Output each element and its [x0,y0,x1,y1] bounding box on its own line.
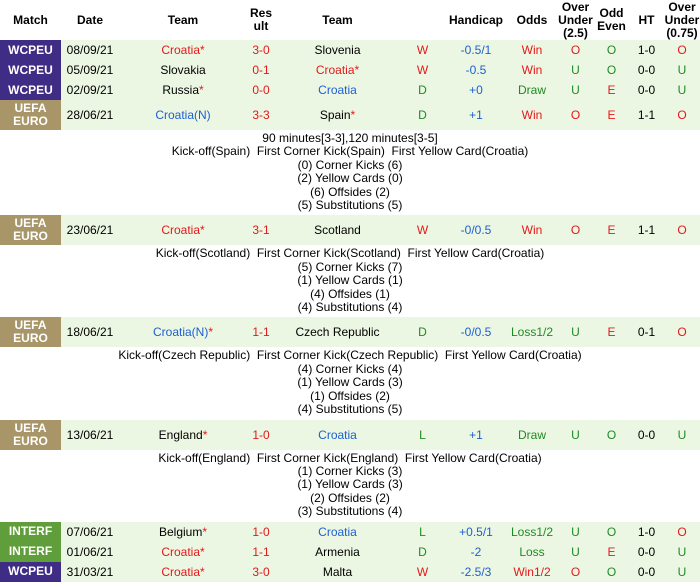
table-row [0,60,700,80]
ht-score: 1-1 [629,215,664,245]
detail-line: (4) Substitutions (4) [297,300,403,315]
over-under-2-value: U [664,420,700,450]
away-team-name[interactable]: Spain [319,108,351,122]
league-badge[interactable]: UEFA EURO [0,317,61,347]
home-team[interactable] [119,215,247,245]
detail-line: Kick-off(England) First Corner Kick(England) First Yellow Card(Croatia) [158,450,542,465]
table-row [0,40,700,60]
match-detail [0,450,700,522]
table-row [0,317,700,347]
home-star-icon: * [200,544,205,559]
table-row [0,100,700,130]
header-result: Result [247,0,275,40]
win-loss: W [400,562,445,582]
home-team-name[interactable]: Croatia(N) [155,108,211,122]
home-team-name[interactable]: Croatia [161,43,200,57]
odds-result: Draw [507,420,557,450]
match-result[interactable]: 1-1 [247,317,275,347]
detail-line: (4) Corner Kicks (4) [297,361,403,376]
match-date: 18/06/21 [61,317,119,347]
home-team[interactable] [119,522,247,542]
over-under-value: U [557,80,594,100]
detail-line: (4) Substitutions (5) [297,402,403,417]
handicap-value: -0/0.5 [445,317,507,347]
table-row [0,562,700,582]
home-star-icon: * [208,325,213,340]
league-badge[interactable]: UEFA EURO [0,100,61,130]
match-result[interactable]: 1-0 [247,420,275,450]
odd-even-value: O [594,40,629,60]
header-date: Date [61,0,119,40]
home-team[interactable] [119,80,247,100]
odds-result: Loss1/2 [507,317,557,347]
header-odds: Odds [507,0,557,40]
odds-result: Draw [507,80,557,100]
detail-line: (4) Offsides (1) [310,286,390,301]
league-badge[interactable]: WCPEU [0,80,61,100]
home-team-name[interactable]: Slovakia [160,63,206,77]
table-row [0,522,700,542]
league-badge[interactable]: WCPEU [0,562,61,582]
match-result[interactable]: 3-1 [247,215,275,245]
table-body [0,40,700,582]
match-date: 28/06/21 [61,100,119,130]
home-team[interactable] [119,100,247,130]
home-team-name[interactable]: Croatia(N) [152,325,209,340]
detail-line: (6) Offsides (2) [310,184,390,199]
home-team[interactable] [119,317,247,347]
win-loss: W [400,40,445,60]
match-detail-row [0,130,700,215]
detail-line: (1) Offsides (2) [310,388,390,403]
away-team[interactable] [275,562,400,582]
away-team-name[interactable]: Croatia [318,83,357,97]
handicap-value: +1 [445,420,507,450]
over-under-value: O [557,215,594,245]
away-team[interactable] [275,40,400,60]
over-under-2-value: U [664,60,700,80]
home-star-icon: * [199,83,204,97]
over-under-2-value: O [664,522,700,542]
away-team[interactable] [275,215,400,245]
odd-even-value: E [594,542,629,562]
ht-score: 0-1 [629,317,664,347]
league-badge[interactable]: WCPEU [0,60,61,80]
ht-score: 1-0 [629,40,664,60]
detail-line: Kick-off(Spain) First Corner Kick(Spain) First Yellow Card(Croatia) [171,144,529,159]
home-star-icon: * [202,427,208,442]
win-loss: W [400,60,445,80]
match-result[interactable]: 3-0 [247,40,275,60]
over-under-2-value: U [664,80,700,100]
odds-result: Win [507,100,557,130]
header-odd-even: Odd Even [594,0,629,40]
header-handicap: Handicap [445,0,507,40]
over-under-value: O [557,562,594,582]
over-under-value: U [557,522,594,542]
match-result[interactable]: 0-0 [247,80,275,100]
away-team-name[interactable]: Scotland [314,223,361,238]
handicap-value: +0 [445,80,507,100]
table-row [0,542,700,562]
detail-line: (0) Corner Kicks (6) [297,157,403,172]
win-loss: D [400,542,445,562]
match-result[interactable]: 0-1 [247,60,275,80]
league-badge[interactable]: UEFA EURO [0,420,61,450]
away-star-icon: * [354,63,360,77]
win-loss: D [400,317,445,347]
over-under-value: O [557,40,594,60]
away-team-name[interactable]: Croatia [318,524,357,539]
ht-score: 0-0 [629,80,664,100]
match-detail [0,245,700,317]
odd-even-value: O [594,420,629,450]
odd-even-value: O [594,522,629,542]
match-date: 02/09/21 [61,80,119,100]
header-ht: HT [629,0,664,40]
ht-score: 0-0 [629,420,664,450]
over-under-value: O [557,100,594,130]
home-team-name[interactable]: Russia [162,83,199,97]
ht-score: 0-0 [629,60,664,80]
over-under-2-value: O [664,215,700,245]
handicap-value: +0.5/1 [445,522,507,542]
away-team[interactable] [275,60,400,80]
detail-line: (3) Substitutions (4) [297,504,403,519]
home-star-icon: * [200,564,205,579]
match-date: 05/09/21 [61,60,119,80]
over-under-value: U [557,542,594,562]
win-loss: W [400,215,445,245]
detail-line: (1) Corner Kicks (3) [297,463,403,478]
header-match: Match [0,0,61,40]
match-date: 08/09/21 [61,40,119,60]
home-star-icon: * [200,43,205,57]
ht-score: 1-0 [629,522,664,542]
match-detail [0,347,700,419]
home-star-icon: * [200,223,205,238]
detail-line: Kick-off(Czech Republic) First Corner Kick(Czech Republic) First Yellow Card(Croatia) [118,348,582,363]
over-under-2-value: O [664,100,700,130]
detail-line: (1) Yellow Cards (3) [297,375,403,390]
home-team[interactable] [119,40,247,60]
match-result[interactable]: 3-3 [247,100,275,130]
home-team-name[interactable]: Belgium [158,524,203,539]
away-team[interactable] [275,80,400,100]
odds-result: Win1/2 [507,562,557,582]
match-detail [0,130,700,215]
detail-line: Kick-off(Scotland) First Corner Kick(Scotland) First Yellow Card(Croatia) [155,246,545,261]
win-loss: L [400,420,445,450]
home-team-name[interactable]: Croatia [161,223,200,238]
detail-line: (2) Offsides (2) [310,490,390,505]
home-star-icon: * [202,524,208,539]
home-team[interactable] [119,562,247,582]
match-date: 13/06/21 [61,420,119,450]
odd-even-value: O [594,60,629,80]
handicap-value: -2.5/3 [445,562,507,582]
table-row [0,215,700,245]
away-team-name[interactable]: Croatia [315,63,355,77]
detail-line: (2) Yellow Cards (0) [297,171,403,186]
away-team[interactable] [275,100,400,130]
league-badge[interactable]: INTERF [0,522,61,542]
handicap-value: -0.5/1 [445,40,507,60]
away-star-icon: * [350,108,356,122]
away-team-name[interactable]: Armenia [315,544,360,559]
away-team[interactable] [275,420,400,450]
over-under-2-value: U [664,542,700,562]
detail-line: (1) Yellow Cards (3) [297,477,403,492]
over-under-value: U [557,317,594,347]
table-row [0,80,700,100]
odd-even-value: E [594,317,629,347]
header-spacer [400,0,445,40]
match-date: 23/06/21 [61,215,119,245]
away-team-name[interactable]: Czech Republic [295,325,380,340]
odd-even-value: E [594,80,629,100]
header-over-under-2: Over Under (0.75) [664,0,700,40]
over-under-2-value: U [664,562,700,582]
match-date: 31/03/21 [61,562,119,582]
odds-result: Loss [507,542,557,562]
detail-line: (5) Corner Kicks (7) [297,259,403,274]
match-detail-row [0,347,700,419]
league-badge[interactable]: INTERF [0,542,61,562]
table-row [0,420,700,450]
match-result[interactable]: 3-0 [247,562,275,582]
detail-line: (1) Yellow Cards (1) [297,273,403,288]
win-loss: D [400,100,445,130]
detail-line: (5) Substitutions (5) [297,198,403,213]
home-team[interactable] [119,60,247,80]
home-team-name[interactable]: England [158,427,203,442]
home-team[interactable] [119,420,247,450]
home-team-name[interactable]: Croatia [161,564,200,579]
odds-result: Win [507,40,557,60]
away-team[interactable] [275,542,400,562]
odds-result: Win [507,60,557,80]
away-team[interactable] [275,522,400,542]
header-over-under: Over Under (2.5) [558,0,593,40]
odds-result: Win [507,215,557,245]
odd-even-value: O [594,562,629,582]
ht-score: 0-0 [629,542,664,562]
over-under-value: U [557,60,594,80]
match-detail-row [0,450,700,522]
league-badge[interactable]: UEFA EURO [0,215,61,245]
away-team-name[interactable]: Slovenia [314,43,361,57]
away-team[interactable] [275,317,400,347]
header-team2: Team [275,0,400,40]
header-row [0,0,700,40]
match-detail-row [0,245,700,317]
win-loss: L [400,522,445,542]
ht-score: 0-0 [629,562,664,582]
away-team-name[interactable]: Croatia [318,427,357,442]
handicap-value: +1 [445,100,507,130]
away-team-name[interactable]: Malta [322,564,353,579]
odd-even-value: E [594,100,629,130]
handicap-value: -0/0.5 [445,215,507,245]
ht-score: 1-1 [629,100,664,130]
odd-even-value: E [594,215,629,245]
match-date: 07/06/21 [61,522,119,542]
home-team-name[interactable]: Croatia [161,544,200,559]
match-result[interactable]: 1-0 [247,522,275,542]
detail-line: 90 minutes[3-3],120 minutes[3-5] [262,131,438,145]
home-team[interactable] [119,542,247,562]
win-loss: D [400,80,445,100]
over-under-2-value: O [664,317,700,347]
handicap-value: -2 [445,542,507,562]
odds-result: Loss1/2 [507,522,557,542]
match-date: 01/06/21 [61,542,119,562]
handicap-value: -0.5 [445,60,507,80]
match-result[interactable]: 1-1 [247,542,275,562]
over-under-2-value: O [664,40,700,60]
league-badge[interactable]: WCPEU [0,40,61,60]
over-under-value: U [557,420,594,450]
header-team1: Team [119,0,247,40]
